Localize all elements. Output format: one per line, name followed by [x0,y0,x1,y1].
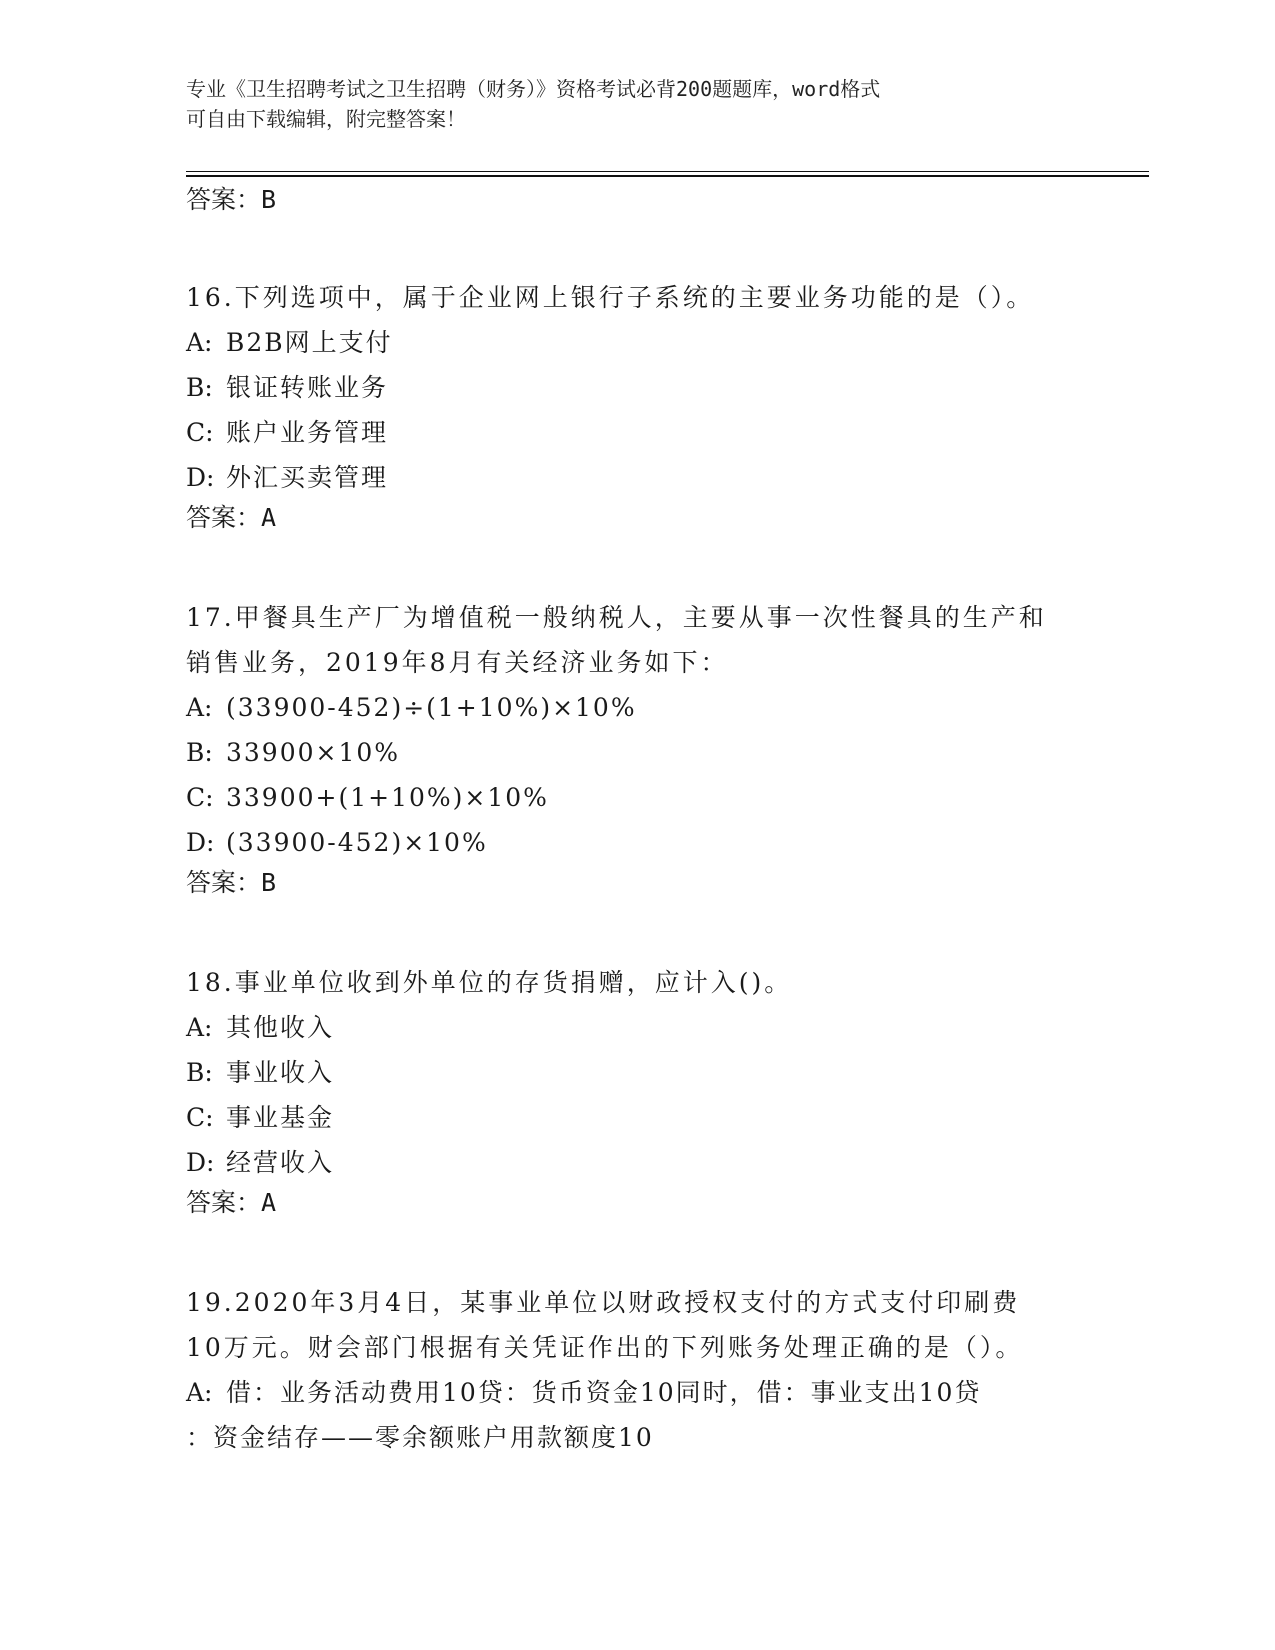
question-text: 16.下列选项中，属于企业网上银行子系统的主要业务功能的是（）。 [186,283,1035,312]
option-label: C: [186,1103,214,1132]
option-d [186,820,1086,865]
question-text-line-2: 10万元。财会部门根据有关凭证作出的下列账务处理正确的是（）。 [186,1333,1024,1362]
option-c [186,775,1086,820]
option-text: 外汇买卖管理 [226,463,389,492]
question-text-line-1: 17.甲餐具生产厂为增值税一般纳税人，主要从事一次性餐具的生产和 [186,603,1047,632]
option-a-continuation: ：资金结存——零余额账户用款额度10 [186,1423,654,1452]
answer [186,504,1086,532]
header-line-1: 专业《卫生招聘考试之卫生招聘（财务）》资格考试必背200题题库，word格式 [186,77,881,101]
header-divider-bottom [186,175,1149,177]
previous-answer [186,186,1086,214]
option-label: D: [186,463,215,492]
option-text: 33900+(1+10%)×10% [226,783,549,812]
option-text: 事业收入 [226,1058,335,1087]
question-18 [186,960,1086,1217]
answer [186,1189,1086,1217]
option-label: A: [186,328,213,357]
option-a [186,1005,1086,1050]
question-19 [186,1280,1086,1460]
document-header [186,74,1066,134]
question-text-line-2: 销售业务，2019年8月有关经济业务如下： [186,648,729,677]
header-line-2: 可自由下载编辑，附完整答案！ [186,107,466,131]
option-b [186,1050,1086,1095]
option-label: A: [186,1013,213,1042]
option-label: A: [186,1378,213,1407]
option-text: B2B网上支付 [226,328,393,357]
question-text: 18.事业单位收到外单位的存货捐赠，应计入()。 [186,968,793,997]
option-text: 经营收入 [226,1148,335,1177]
answer-prefix: 答案： [186,868,262,897]
header-divider-top [186,171,1149,172]
option-text: 其他收入 [226,1013,335,1042]
option-text: 事业基金 [226,1103,335,1132]
option-text: 借：业务活动费用10贷：货币资金10同时，借：事业支出10贷 [226,1378,982,1407]
answer-value: A [261,1188,277,1217]
option-d [186,455,1086,500]
option-label: B: [186,373,213,402]
question-16 [186,275,1086,532]
option-a [186,320,1086,365]
answer [186,869,1086,897]
option-label: C: [186,783,214,812]
answer-prefix: 答案： [186,185,262,214]
option-label: B: [186,1058,213,1087]
option-label: D: [186,828,215,857]
option-text: (33900-452)÷(1+10%)×10% [226,693,637,722]
option-label: B: [186,738,213,767]
option-label: A: [186,693,213,722]
option-text: 33900×10% [226,738,401,767]
option-label: D: [186,1148,215,1177]
answer-prefix: 答案： [186,1188,262,1217]
option-b [186,730,1086,775]
option-text: 银证转账业务 [226,373,389,402]
option-label: C: [186,418,214,447]
option-text: (33900-452)×10% [226,828,488,857]
option-a [186,685,1086,730]
answer-prefix: 答案： [186,503,262,532]
option-b [186,365,1086,410]
answer-value: A [261,503,277,532]
option-text: 账户业务管理 [226,418,389,447]
answer-value: B [261,868,277,897]
question-17 [186,595,1086,897]
answer-value: B [261,185,277,214]
question-text-line-1: 19.2020年3月4日，某事业单位以财政授权支付的方式支付印刷费 [186,1288,1021,1317]
option-d [186,1140,1086,1185]
question-list [186,186,1086,1460]
option-c [186,410,1086,455]
option-a [186,1370,1086,1415]
option-c [186,1095,1086,1140]
